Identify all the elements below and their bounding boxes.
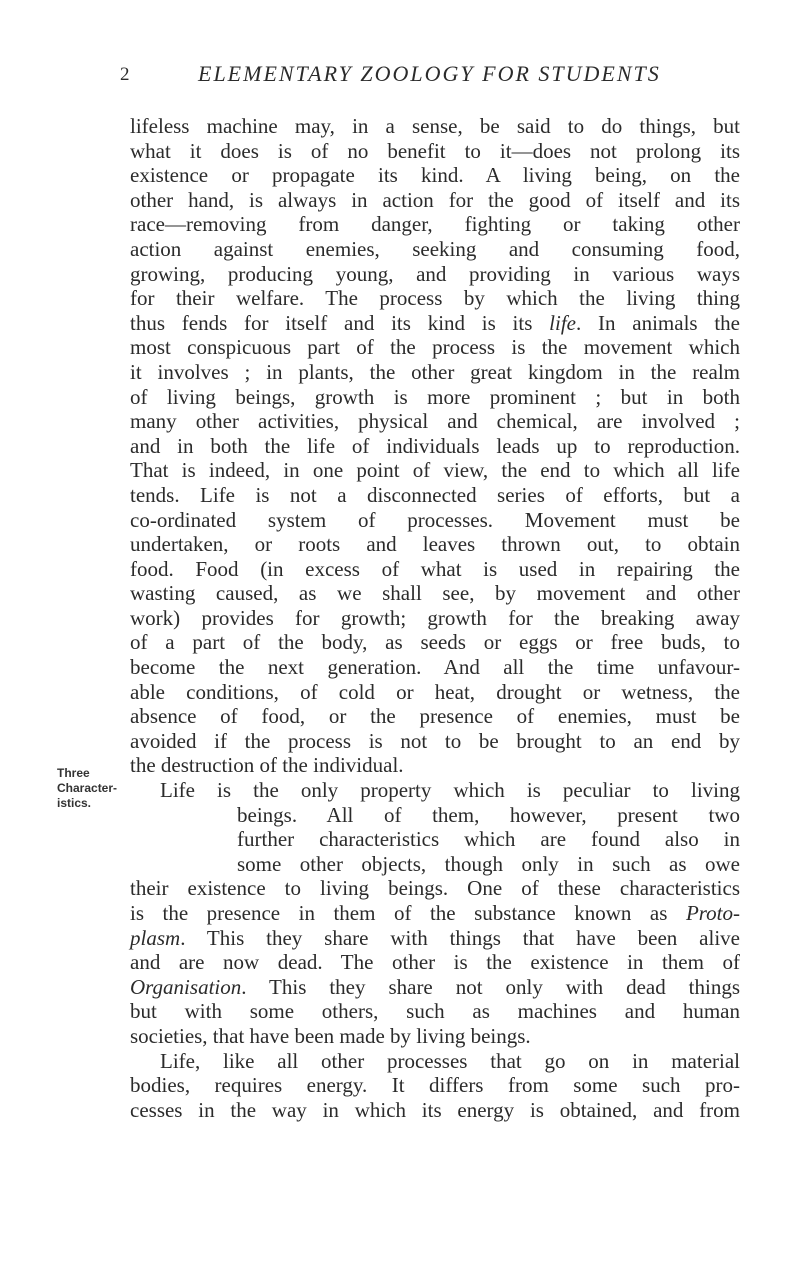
margin-note-line: Three: [57, 766, 90, 780]
text-line: what it does is of no benefit to it—does not prolong its: [130, 138, 740, 163]
text-line: growing, producing young, and providing in various ways: [130, 261, 740, 286]
body-text: [130, 114, 740, 1122]
text-line: work) provides for growth; growth for the breaking away: [130, 605, 740, 630]
text-line: their existence to living beings. One of these characteristics: [130, 876, 740, 901]
text-fragment: . This they share not only with dead things: [241, 974, 740, 999]
text-line: Life is the only property which is peculiar to living: [160, 778, 740, 803]
text-line: [130, 311, 740, 336]
text-line: tends. Life is not a disconnected series of efforts, but a: [130, 482, 740, 507]
text-line: some other objects, though only in such as owe: [237, 851, 740, 876]
text-line: [130, 926, 740, 951]
text-line: become the next generation. And all the time unfavour-: [130, 655, 740, 680]
text-line: and in both the life of individuals leads up to reproduction.: [130, 433, 740, 458]
margin-note-line: istics.: [57, 796, 92, 810]
text-line: many other activities, physical and chemical, are involved ;: [130, 409, 740, 434]
text-fragment: . In animals the: [576, 310, 740, 335]
italic-term-protoplasm-end: plasm: [130, 925, 181, 950]
text-line: able conditions, of cold or heat, drought or wetness, the: [130, 679, 740, 704]
text-line: That is indeed, in one point of view, the end to which all life: [130, 458, 740, 483]
text-line: wasting caused, as we shall see, by movement and other: [130, 581, 740, 606]
text-line: most conspicuous part of the process is the movement which: [130, 335, 740, 360]
text-line: [130, 901, 740, 926]
text-line: cesses in the way in which its energy is obtained, and from: [130, 1097, 740, 1122]
page-number: 2: [120, 64, 130, 85]
text-line: undertaken, or roots and leaves thrown out, to obtain: [130, 532, 740, 557]
text-line: for their welfare. The process by which the living thing: [130, 286, 740, 311]
text-line: of living beings, growth is more prominent ; but in both: [130, 384, 740, 409]
margin-note-line: Character-: [57, 781, 118, 795]
text-line: action against enemies, seeking and consuming food,: [130, 236, 740, 261]
running-title: ELEMENTARY ZOOLOGY FOR STUDENTS: [198, 61, 661, 86]
text-line: [130, 975, 740, 1000]
text-line: further characteristics which are found also in: [237, 827, 740, 852]
text-fragment: is the presence in them of the substance known as: [130, 901, 686, 925]
text-fragment: . This they share with things that have been alive: [180, 925, 740, 950]
text-line: lifeless machine may, in a sense, be said to do things, but: [130, 114, 740, 138]
margin-note: [57, 766, 127, 811]
text-line: of a part of the body, as seeds or eggs or free buds, to: [130, 630, 740, 655]
text-line: co-ordinated system of processes. Movement must be: [130, 507, 740, 532]
text-line: bodies, requires energy. It differs from some such pro-: [130, 1073, 740, 1098]
text-line: and are now dead. The other is the existence in them of: [130, 950, 740, 975]
text-line: absence of food, or the presence of enemies, must be: [130, 704, 740, 729]
text-fragment: thus fends for itself and its kind is its: [130, 310, 550, 335]
italic-term-protoplasm-start: Proto-: [685, 901, 740, 925]
text-line: beings. All of them, however, present two: [237, 802, 740, 827]
text-line: race—removing from danger, fighting or taking other: [130, 212, 740, 237]
italic-term-life: life: [549, 310, 576, 335]
text-line: the destruction of the individual.: [130, 753, 404, 778]
text-line: Life, like all other processes that go on in material: [160, 1048, 740, 1073]
text-line: avoided if the process is not to be brought to an end by: [130, 728, 740, 753]
italic-term-organisation: Organisation: [130, 974, 242, 999]
text-line: other hand, is always in action for the good of itself and its: [130, 187, 740, 212]
text-line: it involves ; in plants, the other great kingdom in the realm: [130, 359, 740, 384]
text-line: but with some others, such as machines and human: [130, 999, 740, 1024]
text-line: food. Food (in excess of what is used in repairing the: [130, 556, 740, 581]
text-line: existence or propagate its kind. A living being, on the: [130, 163, 740, 188]
text-line: societies, that have been made by living beings.: [130, 1023, 531, 1048]
